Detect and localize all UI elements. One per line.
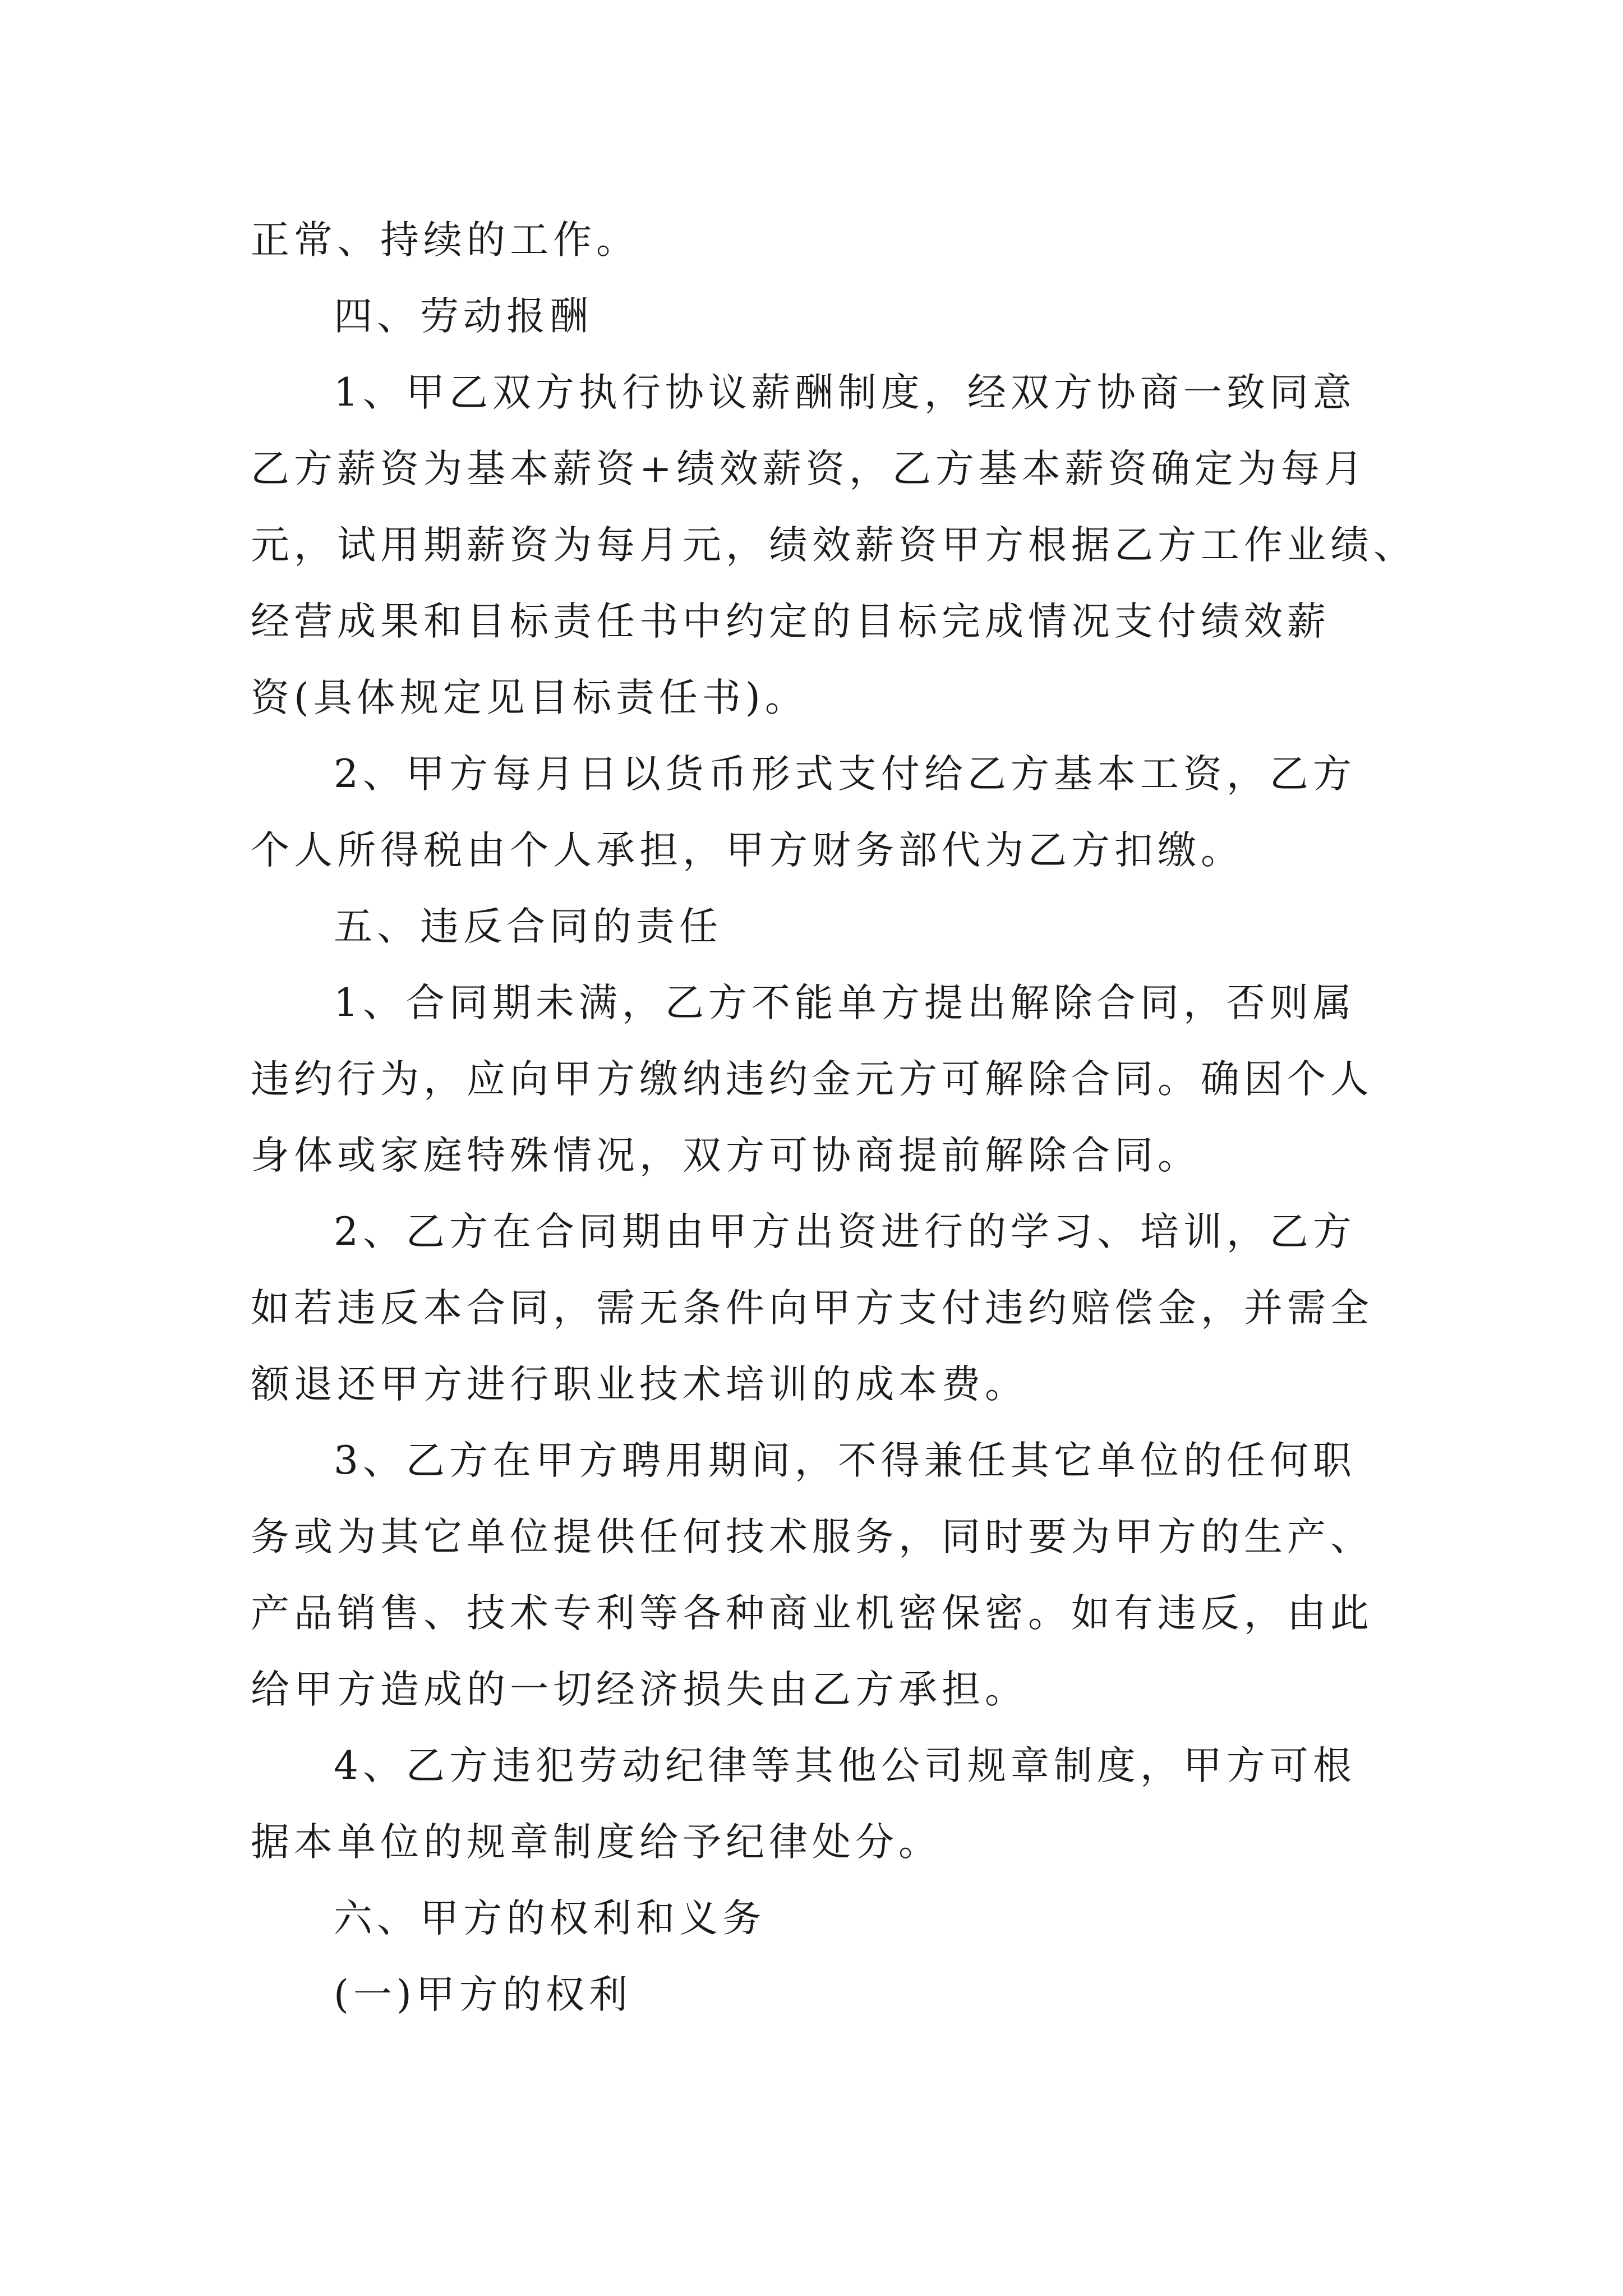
- text-line: 经营成果和目标责任书中约定的目标完成情况支付绩效薪: [251, 599, 1330, 644]
- text-line: 据本单位的规章制度给予纪律处分。: [251, 1820, 942, 1865]
- text-line: 乙方薪资为基本薪资+绩效薪资，乙方基本薪资确定为每月: [251, 447, 1367, 491]
- text-line: 个人所得税由个人承担，甲方财务部代为乙方扣缴。: [251, 828, 1244, 873]
- text-line: 1、合同期未满，乙方不能单方提出解除合同，否则属: [334, 981, 1356, 1025]
- text-line: 额退还甲方进行职业技术培训的成本费。: [251, 1362, 1028, 1407]
- text-line: 3、乙方在甲方聘用期间，不得兼任其它单位的任何职: [334, 1438, 1356, 1483]
- text-line: 元，试用期薪资为每月元，绩效薪资甲方根据乙方工作业绩、: [251, 523, 1417, 568]
- section-heading-breach-liability: 五、违反合同的责任: [334, 904, 722, 949]
- contract-body-text: [251, 202, 1417, 2033]
- text-line: 1、甲乙双方执行协议薪酬制度，经双方协商一致同意: [334, 370, 1356, 415]
- text-line: 务或为其它单位提供任何技术服务，同时要为甲方的生产、: [251, 1515, 1373, 1559]
- section-heading-party-a-rights-obligations: 六、甲方的权利和义务: [334, 1896, 766, 1941]
- text-line: 身体或家庭特殊情况，双方可协商提前解除合同。: [251, 1133, 1201, 1178]
- text-line: 2、乙方在合同期由甲方出资进行的学习、培训，乙方: [334, 1209, 1356, 1254]
- text-line: 违约行为，应向甲方缴纳违约金元方可解除合同。确因个人: [251, 1057, 1373, 1102]
- subsection-heading-party-a-rights: (一)甲方的权利: [334, 1972, 632, 2017]
- text-line: 资(具体规定见目标责任书)。: [251, 675, 808, 720]
- text-line: 产品销售、技术专利等各种商业机密保密。如有违反，由此: [251, 1591, 1373, 1636]
- text-line: 2、甲方每月日以货币形式支付给乙方基本工资，乙方: [334, 752, 1356, 797]
- text-line: 4、乙方违犯劳动纪律等其他公司规章制度，甲方可根: [334, 1743, 1356, 1788]
- section-heading-labor-remuneration: 四、劳动报酬: [334, 294, 593, 339]
- text-line: 如若违反本合同，需无条件向甲方支付违约赔偿金，并需全: [251, 1286, 1373, 1331]
- text-line: 正常、持续的工作。: [251, 218, 639, 263]
- text-line: 给甲方造成的一切经济损失由乙方承担。: [251, 1667, 1028, 1712]
